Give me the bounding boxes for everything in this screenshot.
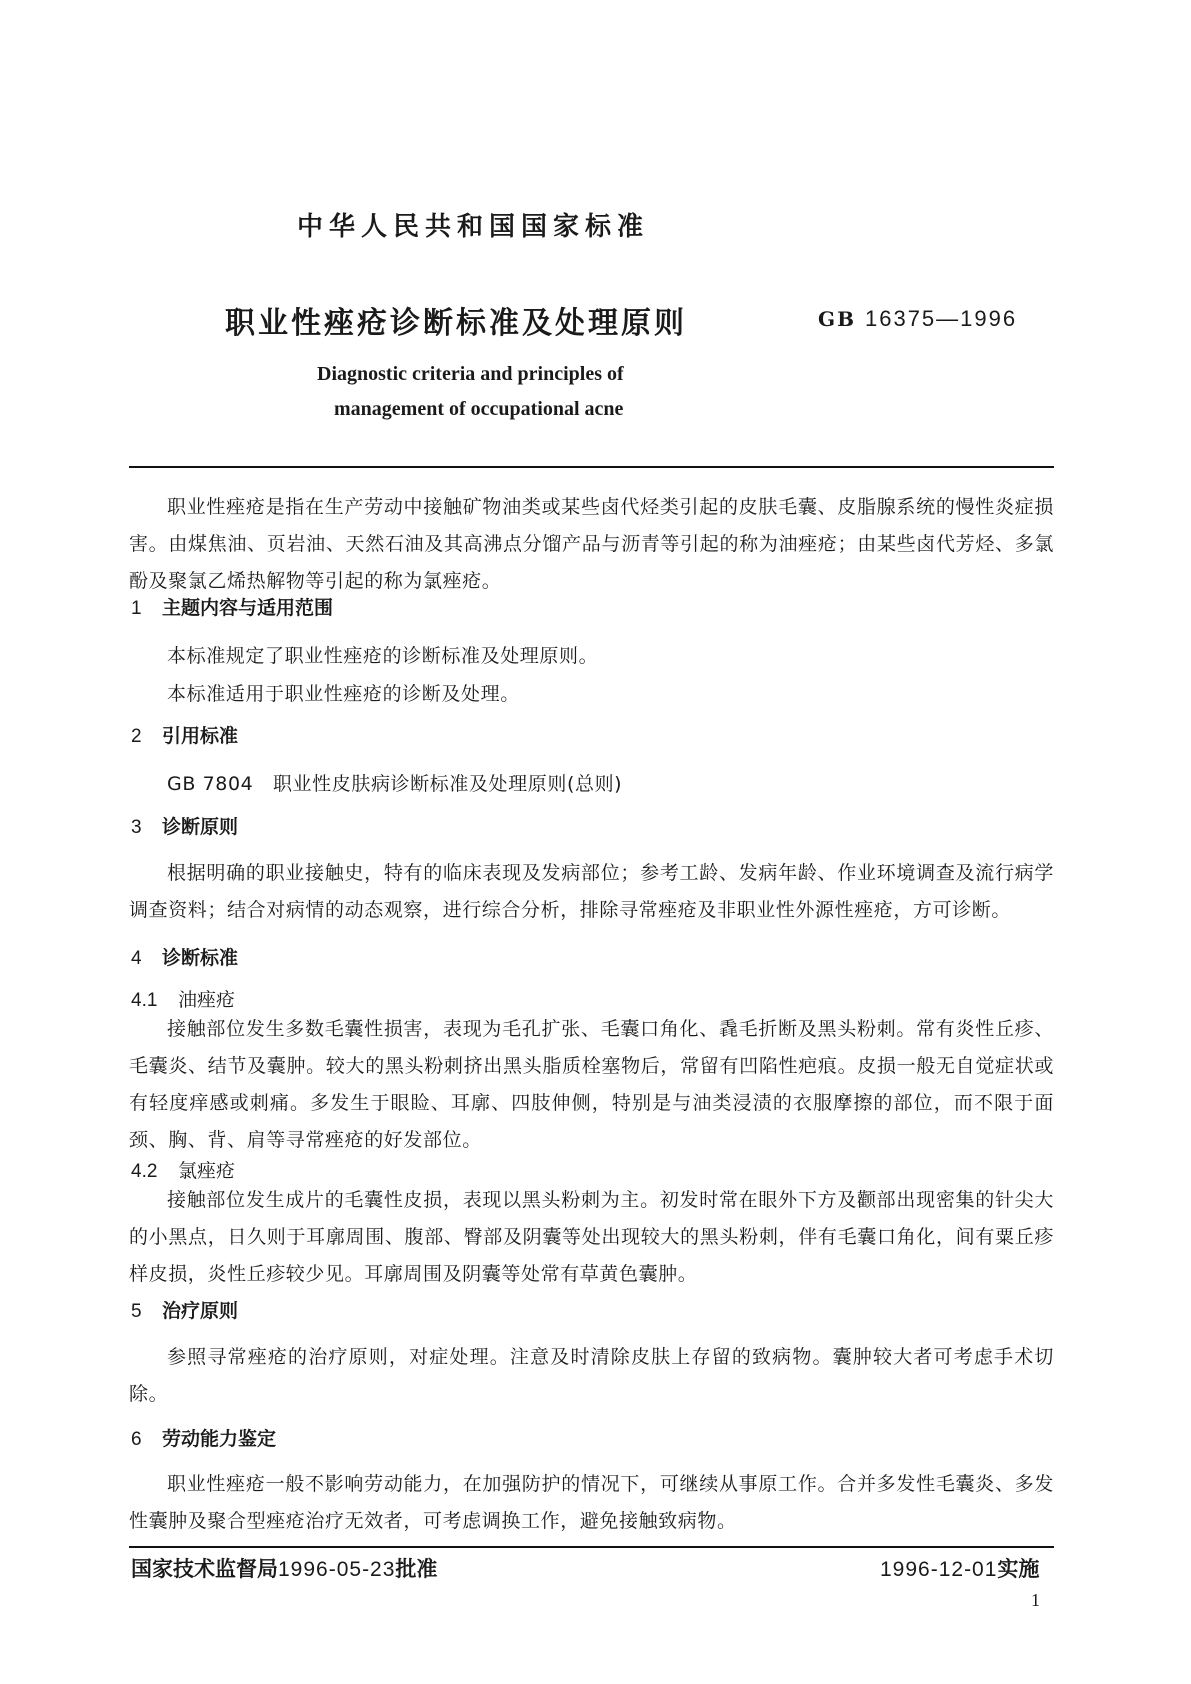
section-5-heading (131, 1296, 238, 1323)
section-1-heading (131, 593, 333, 620)
subsection-number: 4.2 (131, 1161, 158, 1182)
footer-divider (129, 1546, 1054, 1548)
subsection-title: 氯痤疮 (178, 1160, 236, 1182)
section-number: 1 (131, 598, 142, 619)
subsection-4-2-paragraph: 接触部位发生成片的毛囊性皮损，表现以黑头粉刺为主。初发时常在眼外下方及颧部出现密集的针尖大的小黑点，日久则于耳廓周围、腹部、臀部及阴囊等处出现较大的黑头粉刺，伴有毛囊口角化，间有粟丘疹样皮损，炎性丘疹较少见。耳廓周围及阴囊等处常有草黄色囊肿。 (129, 1189, 1054, 1285)
subsection-number: 4.1 (131, 990, 158, 1011)
section-5-paragraph: 参照寻常痤疮的治疗原则，对症处理。注意及时清除皮肤上存留的致病物。囊肿较大者可考虑手术切除。 (129, 1346, 1054, 1405)
standard-code (818, 306, 1017, 332)
section-number: 2 (131, 726, 142, 747)
section-number: 5 (131, 1301, 142, 1322)
section-2-heading (131, 721, 238, 748)
national-standard-header: 中华人民共和国国家标准 (297, 212, 650, 242)
subsection-title: 油痤疮 (178, 989, 236, 1011)
section-4-heading (131, 943, 238, 970)
section-title: 治疗原则 (162, 1300, 239, 1322)
subsection-4-2-heading (131, 1156, 235, 1183)
page-number: 1 (1031, 1590, 1040, 1610)
effective-line (880, 1553, 1039, 1583)
section-title: 劳动能力鉴定 (162, 1428, 277, 1450)
subsection-4-1-paragraph: 接触部位发生多数毛囊性损害，表现为毛孔扩张、毛囊口角化、毳毛折断及黑头粉刺。常有炎性丘疹、毛囊炎、结节及囊肿。较大的黑头粉刺挤出黑头脂质栓塞物后，常留有凹陷性疤痕。皮损一般无自觉症状或有轻度痒感或刺痛。多发生于眼睑、耳廓、四肢伸侧，特别是与油类浸渍的衣服摩擦的部位，而不限于面颈、胸、背、肩等寻常痤疮的好发部位。 (129, 1018, 1054, 1151)
effective-suffix: 实施 (997, 1557, 1040, 1581)
section-6-paragraph: 职业性痤疮一般不影响劳动能力，在加强防护的情况下，可继续从事原工作。合并多发性毛囊炎、多发性囊肿及聚合型痤疮治疗无效者，可考虑调换工作，避免接触致病物。 (129, 1473, 1054, 1532)
standard-code-prefix: GB (818, 307, 856, 331)
document-title: 职业性痤疮诊断标准及处理原则 (225, 306, 687, 341)
section-1-line-1: 本标准规定了职业性痤疮的诊断标准及处理原则。 (167, 645, 599, 667)
section-6-heading (131, 1424, 276, 1451)
subsection-4-1-heading (131, 985, 235, 1012)
section-3-heading (131, 812, 238, 839)
standard-code-number: 16375—1996 (864, 306, 1018, 331)
approval-date: 1996-05-23 (278, 1558, 396, 1581)
section-1-line-2: 本标准适用于职业性痤疮的诊断及处理。 (167, 683, 520, 705)
normative-reference: GB 7804 职业性皮肤病诊断标准及处理原则(总则) (167, 773, 623, 795)
english-title-line-2: management of occupational acne (334, 398, 624, 420)
header-divider (129, 466, 1054, 468)
approval-suffix: 批准 (395, 1557, 438, 1581)
section-number: 3 (131, 817, 142, 838)
approval-line (131, 1553, 437, 1583)
section-3-paragraph: 根据明确的职业接触史，特有的临床表现及发病部位；参考工龄、发病年龄、作业环境调查及流行病学调查资料；结合对病情的动态观察，进行综合分析，排除寻常痤疮及非职业性外源性痤疮，方可诊断。 (129, 862, 1054, 921)
intro-paragraph: 职业性痤疮是指在生产劳动中接触矿物油类或某些卤代烃类引起的皮肤毛囊、皮脂腺系统的慢性炎症损害。由煤焦油、页岩油、天然石油及其高沸点分馏产品与沥青等引起的称为油痤疮；由某些卤代芳烃、多氯酚及聚氯乙烯热解物等引起的称为氯痤疮。 (129, 496, 1054, 592)
section-number: 6 (131, 1429, 142, 1450)
effective-date: 1996-12-01 (880, 1558, 998, 1581)
approval-organization: 国家技术监督局 (131, 1557, 278, 1581)
section-title: 引用标准 (162, 725, 239, 747)
section-title: 主题内容与适用范围 (162, 597, 334, 619)
section-number: 4 (131, 948, 142, 969)
section-title: 诊断标准 (162, 947, 239, 969)
english-title-line-1: Diagnostic criteria and principles of (317, 363, 624, 385)
section-title: 诊断原则 (162, 816, 239, 838)
